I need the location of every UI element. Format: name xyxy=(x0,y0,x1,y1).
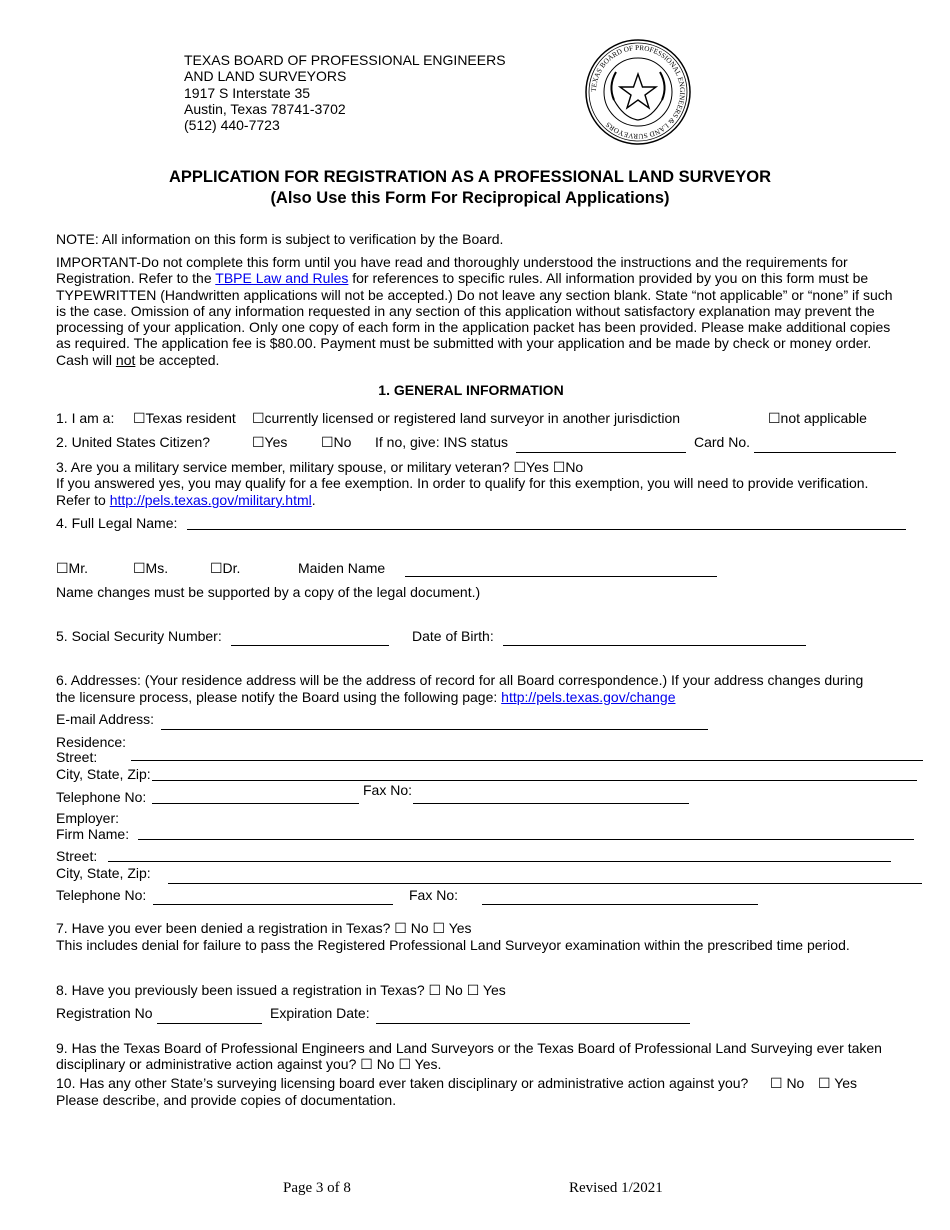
citizen-yes-checkbox[interactable]: ☐Yes xyxy=(252,434,288,450)
maiden-name-label: Maiden Name xyxy=(298,560,386,576)
email-label: E-mail Address: xyxy=(56,711,155,727)
q2-label: 2. United States Citizen? xyxy=(56,434,211,450)
board-phone: (512) 440-7723 xyxy=(184,117,280,134)
page-number: Page 3 of 8 xyxy=(283,1180,351,1196)
registration-no-label: Registration No xyxy=(56,1005,153,1021)
board-address-block xyxy=(184,52,506,133)
employer-fax-label: Fax No: xyxy=(409,887,459,903)
citizen-no-checkbox[interactable]: ☐No xyxy=(321,434,352,450)
residence-telephone-field[interactable] xyxy=(152,803,359,804)
residence-label: Residence: xyxy=(56,734,127,750)
form-title: APPLICATION FOR REGISTRATION AS A PROFESSIONAL LAND SURVEYOR xyxy=(169,168,771,186)
board-seal xyxy=(584,38,692,146)
employer-street-label: Street: xyxy=(56,848,98,864)
section-general-information-title: 1. GENERAL INFORMATION xyxy=(378,382,564,398)
q6-addresses-line1: 6. Addresses: (Your residence address will be the address of record for all Board correspondence.) If your address changes during xyxy=(56,672,864,688)
form-subtitle: (Also Use this Form For Recipropical Applications) xyxy=(270,189,670,207)
q10-describe-text: Please describe, and provide copies of documentation. xyxy=(56,1092,397,1108)
full-legal-name-field[interactable] xyxy=(187,529,906,530)
q9-question-line1: 9. Has the Texas Board of Professional Engineers and Land Surveyors or the Texas Board of Professional Land Surveying ever taken xyxy=(56,1040,882,1056)
email-field[interactable] xyxy=(161,729,708,730)
ins-status-label: If no, give: INS status xyxy=(375,434,509,450)
registration-no-field[interactable] xyxy=(157,1023,262,1024)
dr-checkbox[interactable]: ☐Dr. xyxy=(210,560,241,576)
residence-telephone-label: Telephone No: xyxy=(56,789,147,805)
not-applicable-checkbox[interactable]: ☐not applicable xyxy=(768,410,867,426)
ins-status-field[interactable] xyxy=(516,452,686,453)
card-no-label: Card No. xyxy=(694,434,751,450)
important-paragraph: IMPORTANT-Do not complete this form until you have read and thoroughly understood the instructions and the requirements for Registration. Refer to the TBPE Law and Rules for references to specific rules. All information provided by you on this form must be TYPEWRITTEN (Handwritten applications will not be accepted.) Do not leave any section blank. State “not applicable” or “none” if such is the case. Omission of any information requested in any section of this application without satisfactory explanation may prevent the processing of your application. Only one copy of each form in the application packet has been provided. Please make additional copies as required. The application fee is $80.00. Payment must be submitted with your application and be made by check or money order. Cash will not be accepted. xyxy=(56,254,893,368)
org-name-line1: TEXAS BOARD OF PROFESSIONAL ENGINEERS xyxy=(184,52,506,68)
residence-city-field[interactable] xyxy=(152,780,917,781)
org-name-line2: AND LAND SURVEYORS xyxy=(184,68,347,85)
q3-refer-text: Refer to http://pels.texas.gov/military.html. xyxy=(56,492,316,508)
maiden-name-field[interactable] xyxy=(405,576,717,577)
q6-addresses-line2: the licensure process, please notify the Board using the following page: http://pels.texas.gov/change xyxy=(56,689,676,705)
change-address-link[interactable]: http://pels.texas.gov/change xyxy=(501,689,676,705)
licensed-other-jurisdiction-checkbox[interactable]: ☐currently licensed or registered land surveyor in another jurisdiction xyxy=(252,410,681,426)
ssn-label: 5. Social Security Number: xyxy=(56,628,222,644)
dob-field[interactable] xyxy=(503,645,806,646)
note-text: NOTE: All information on this form is subject to verification by the Board. xyxy=(56,231,504,247)
residence-street-field[interactable] xyxy=(131,760,923,761)
firm-name-label: Firm Name: xyxy=(56,826,130,842)
full-legal-name-label: 4. Full Legal Name: xyxy=(56,515,178,531)
q10-yes-checkbox[interactable]: ☐ Yes xyxy=(818,1075,858,1091)
q10-no-checkbox[interactable]: ☐ No xyxy=(770,1075,805,1091)
street-address: 1917 S Interstate 35 xyxy=(184,84,311,101)
mr-checkbox[interactable]: ☐Mr. xyxy=(56,560,88,576)
firm-name-field[interactable] xyxy=(138,839,914,840)
residence-city-label: City, State, Zip: xyxy=(56,766,151,782)
q9-question-line2[interactable]: disciplinary or administrative action against you? ☐ No ☐ Yes. xyxy=(56,1056,442,1072)
texas-resident-checkbox[interactable]: ☐Texas resident xyxy=(133,410,236,426)
expiration-date-field[interactable] xyxy=(376,1023,690,1024)
q1-label: 1. I am a: xyxy=(56,410,115,426)
q10-question: 10. Has any other State’s surveying licensing board ever taken disciplinary or administrative action against you? xyxy=(56,1075,749,1091)
ssn-field[interactable] xyxy=(231,645,389,646)
employer-label: Employer: xyxy=(56,810,120,826)
employer-telephone-field[interactable] xyxy=(153,904,393,905)
revision-date: Revised 1/2021 xyxy=(569,1180,663,1196)
tbpe-law-rules-link[interactable]: TBPE Law and Rules xyxy=(215,270,349,287)
ms-checkbox[interactable]: ☐Ms. xyxy=(133,560,169,576)
expiration-date-label: Expiration Date: xyxy=(270,1005,370,1021)
employer-telephone-label: Telephone No: xyxy=(56,887,147,903)
svg-text:TEXAS BOARD OF PROFESSIONAL EN: TEXAS BOARD OF PROFESSIONAL ENGINEERS & LAND SURVEYORS xyxy=(589,43,687,141)
card-no-field[interactable] xyxy=(754,452,896,453)
q7-explanation: This includes denial for failure to pass the Registered Professional Land Surveyor examination within the prescribed time period. xyxy=(56,937,850,953)
residence-street-label: Street: xyxy=(56,749,98,765)
employer-fax-field[interactable] xyxy=(482,904,758,905)
military-link[interactable]: http://pels.texas.gov/military.html xyxy=(109,492,312,508)
q8-issued-question[interactable]: 8. Have you previously been issued a registration in Texas? ☐ No ☐ Yes xyxy=(56,982,506,998)
dob-label: Date of Birth: xyxy=(412,628,494,644)
residence-fax-label: Fax No: xyxy=(363,782,413,798)
employer-city-field[interactable] xyxy=(168,883,922,884)
residence-fax-field[interactable] xyxy=(413,803,689,804)
q3-military-question[interactable]: 3. Are you a military service member, military spouse, or military veteran? ☐Yes ☐No xyxy=(56,459,584,475)
employer-street-field[interactable] xyxy=(108,861,891,862)
employer-city-label: City, State, Zip: xyxy=(56,865,151,881)
name-change-note: Name changes must be supported by a copy of the legal document.) xyxy=(56,584,481,600)
q7-denied-question[interactable]: 7. Have you ever been denied a registration in Texas? ☐ No ☐ Yes xyxy=(56,920,472,936)
q3-exemption-text: If you answered yes, you may qualify for a fee exemption. In order to qualify for this exemption, you will need to provide verification. xyxy=(56,475,869,491)
city-address: Austin, Texas 78741-3702 xyxy=(184,100,346,117)
star-icon xyxy=(620,74,656,108)
